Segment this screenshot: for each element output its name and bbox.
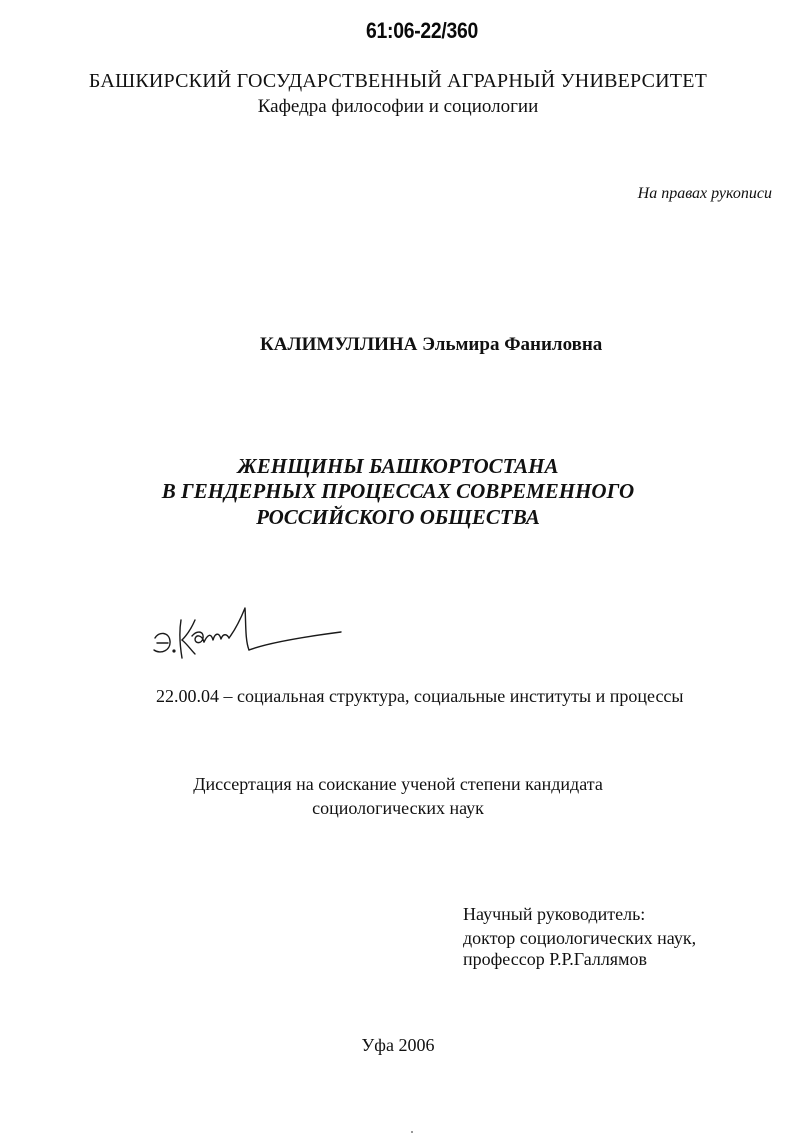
thesis-degree-line-1: Диссертация на соискание ученой степени кандидата <box>193 774 603 794</box>
advisor-name: профессор Р.Р.Галлямов <box>463 949 647 969</box>
specialty-code: 22.00.04 – социальная структура, социальные институты и процессы <box>156 686 684 706</box>
manuscript-rights-note: На правах рукописи <box>637 185 772 202</box>
archive-stamp-number: 61:06-22/360 <box>366 18 479 43</box>
thesis-title-line-1: ЖЕНЩИНЫ БАШКОРТОСТАНА <box>237 454 559 478</box>
city-year: Уфа 2006 <box>361 1035 435 1055</box>
advisor-label: Научный руководитель: <box>463 904 646 924</box>
handwritten-signature <box>145 600 350 670</box>
advisor-degree: доктор социологических наук, <box>463 928 697 948</box>
thesis-title-line-2: В ГЕНДЕРНЫХ ПРОЦЕССАХ СОВРЕМЕННОГО <box>161 479 635 503</box>
department-name: Кафедра философии и социологии <box>257 96 539 117</box>
thesis-title-line-3: РОССИЙСКОГО ОБЩЕСТВА <box>256 505 540 529</box>
scan-speck <box>411 1131 413 1133</box>
university-name: БАШКИРСКИЙ ГОСУДАРСТВЕННЫЙ АГРАРНЫЙ УНИВЕРСИТЕТ <box>88 70 708 92</box>
author-name: КАЛИМУЛЛИНА Эльмира Фаниловна <box>260 334 603 355</box>
thesis-degree-line-2: социологических наук <box>312 798 484 818</box>
